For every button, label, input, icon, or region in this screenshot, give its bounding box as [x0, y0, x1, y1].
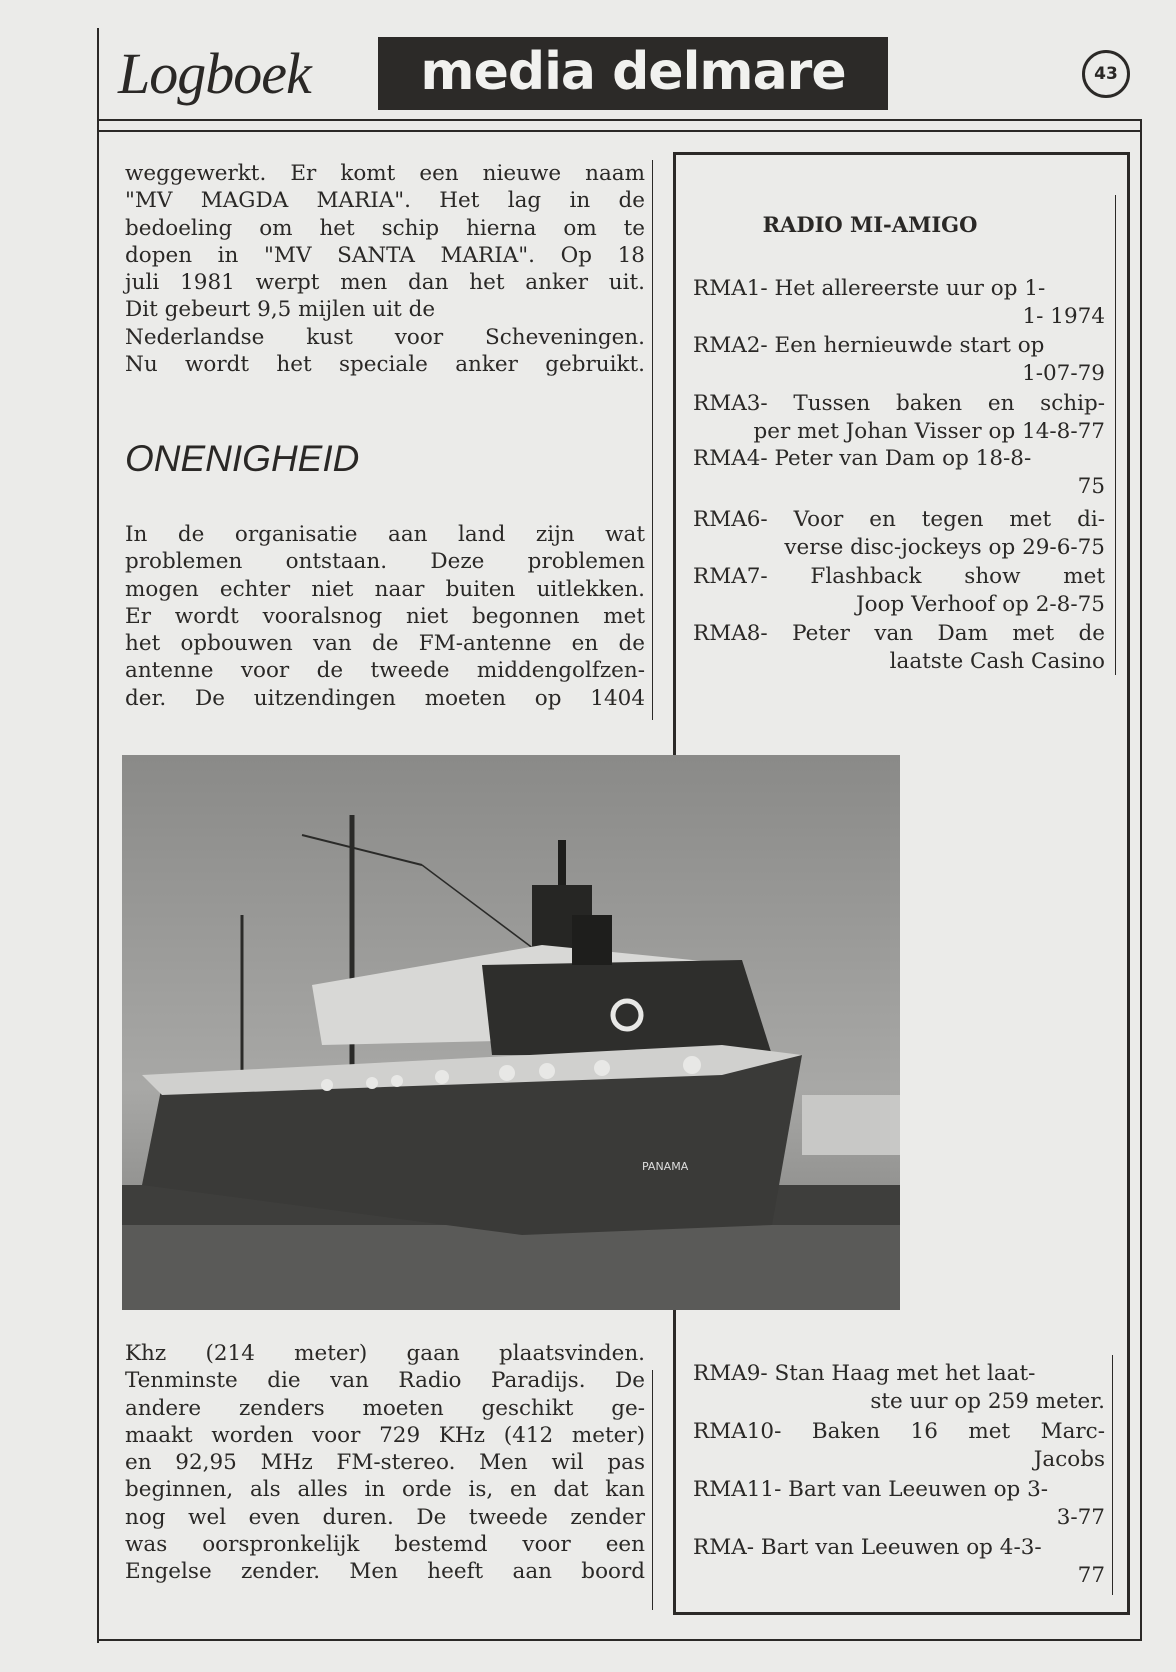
entry-line: RMA- Bart van Leeuwen op 4-3- [693, 1535, 1042, 1560]
box-right-rule [1127, 152, 1130, 1614]
entry-line: Joop Verhoof op 2-8-75 [856, 591, 1105, 617]
page-number: 43 [1082, 50, 1130, 98]
ship-photo [122, 755, 900, 1310]
header-rule-top [97, 119, 1142, 121]
entry-line: RMA9- Stan Haag met het laat- [693, 1361, 1036, 1386]
entry-line: Jacobs [1033, 1446, 1105, 1472]
text-line: beginnen, als alles in orde is, en dat kan [125, 1477, 645, 1503]
article-text-bottom [125, 1340, 645, 1586]
text-line: Er wordt vooralsnog niet begonnen met [125, 603, 645, 629]
entry-line: RMA6- Voor en tegen met di- [693, 507, 1105, 532]
entry-line: RMA11- Bart van Leeuwen op 3- [693, 1477, 1049, 1502]
text-line: Khz (214 meter) gaan plaatsvinden. [125, 1341, 645, 1366]
box-inner-rule [1115, 195, 1116, 675]
list-item [693, 506, 1105, 561]
hull-name: PANAMA [642, 1160, 689, 1173]
text-line: weggewerkt. Er komt een nieuwe naam [125, 161, 645, 186]
entry-line: RMA7- Flashback show met [693, 564, 1105, 589]
entry-line: RMA2- Een hernieuwde start op [693, 333, 1045, 358]
text-line: Nu wordt het speciale anker gebruikt. [125, 352, 645, 378]
text-line: het opbouwen van de FM-antenne en de [125, 631, 645, 657]
box-inner-rule [1112, 1355, 1113, 1595]
entry-line: 1-07-79 [1022, 360, 1105, 386]
frame-right-rule [1140, 119, 1142, 1641]
entry-line: laatste Cash Casino [889, 648, 1105, 674]
text-line: Tenminste die van Radio Paradijs. De [125, 1368, 645, 1394]
logo-media-delmare: media delmare [378, 37, 888, 110]
article-text-top [125, 160, 645, 378]
text-line: der. De uitzendingen moeten op 1404 [125, 685, 645, 711]
text-line: Engelse zender. Men heeft aan boord [125, 1559, 645, 1585]
text-line: Dit gebeurt 9,5 mijlen uit de [125, 297, 436, 323]
entry-line: 1- 1974 [1022, 303, 1105, 329]
entry-line: RMA1- Het allereerste uur op 1- [693, 276, 1046, 301]
column-rule [652, 160, 653, 720]
box-title: RADIO MI-AMIGO [762, 212, 978, 237]
text-line: en 92,95 MHz FM-stereo. Men wil pas [125, 1450, 645, 1476]
entry-line: ste uur op 259 meter. [870, 1388, 1105, 1414]
entry-line: RMA3- Tussen baken en schip- [693, 391, 1105, 416]
entry-line: verse disc-jockeys op 29-6-75 [784, 534, 1105, 560]
list-item [693, 332, 1105, 387]
entry-line: RMA8- Peter van Dam met de [693, 621, 1105, 646]
column-rule [652, 1370, 653, 1610]
text-line: "MV MAGDA MARIA". Het lag in de [125, 188, 645, 214]
text-line: In de organisatie aan land zijn wat [125, 522, 645, 547]
entry-line: per met Johan Visser op 14-8-77 [753, 418, 1105, 444]
list-item [693, 445, 1105, 500]
text-line: Nederlandse kust voor Scheveningen. [125, 324, 645, 350]
list-item [693, 275, 1105, 330]
frame-left-rule [97, 28, 99, 1643]
entry-line: RMA10- Baken 16 met Marc- [693, 1419, 1105, 1444]
logo-logboek: Logboek [118, 41, 311, 106]
text-line: maakt worden voor 729 KHz (412 meter) [125, 1422, 645, 1448]
text-line: was oorspronkelijk bestemd voor een [125, 1532, 645, 1558]
text-line: bedoeling om het schip hierna om te [125, 215, 645, 241]
header-rule-bottom [97, 130, 1142, 132]
list-item [693, 1476, 1105, 1531]
text-line: antenne voor de tweede middengolfzen- [125, 658, 645, 684]
box-top-rule [673, 152, 1129, 155]
text-line: problemen ontstaan. Deze problemen [125, 549, 645, 575]
text-line: andere zenders moeten geschikt ge- [125, 1395, 645, 1421]
list-item [693, 620, 1105, 675]
text-line: dopen in "MV SANTA MARIA". Op 18 [125, 242, 645, 268]
text-line: nog wel even duren. De tweede zender [125, 1504, 645, 1530]
box-bottom-rule [673, 1612, 1130, 1615]
list-item [693, 1360, 1105, 1415]
list-item [693, 1534, 1105, 1589]
list-item [693, 1418, 1105, 1473]
frame-bottom-rule [97, 1639, 1142, 1641]
entry-line: 3-77 [1056, 1504, 1105, 1530]
text-line: mogen echter niet naar buiten uitlekken. [125, 576, 645, 602]
list-item [693, 390, 1105, 445]
section-heading: ONENIGHEID [125, 438, 360, 479]
entry-line: 75 [1077, 473, 1105, 499]
entry-line: 77 [1077, 1562, 1105, 1588]
text-line: juli 1981 werpt men dan het anker uit. [125, 270, 645, 296]
article-text-middle [125, 521, 645, 712]
entry-line: RMA4- Peter van Dam op 18-8- [693, 446, 1032, 471]
list-item [693, 563, 1105, 618]
